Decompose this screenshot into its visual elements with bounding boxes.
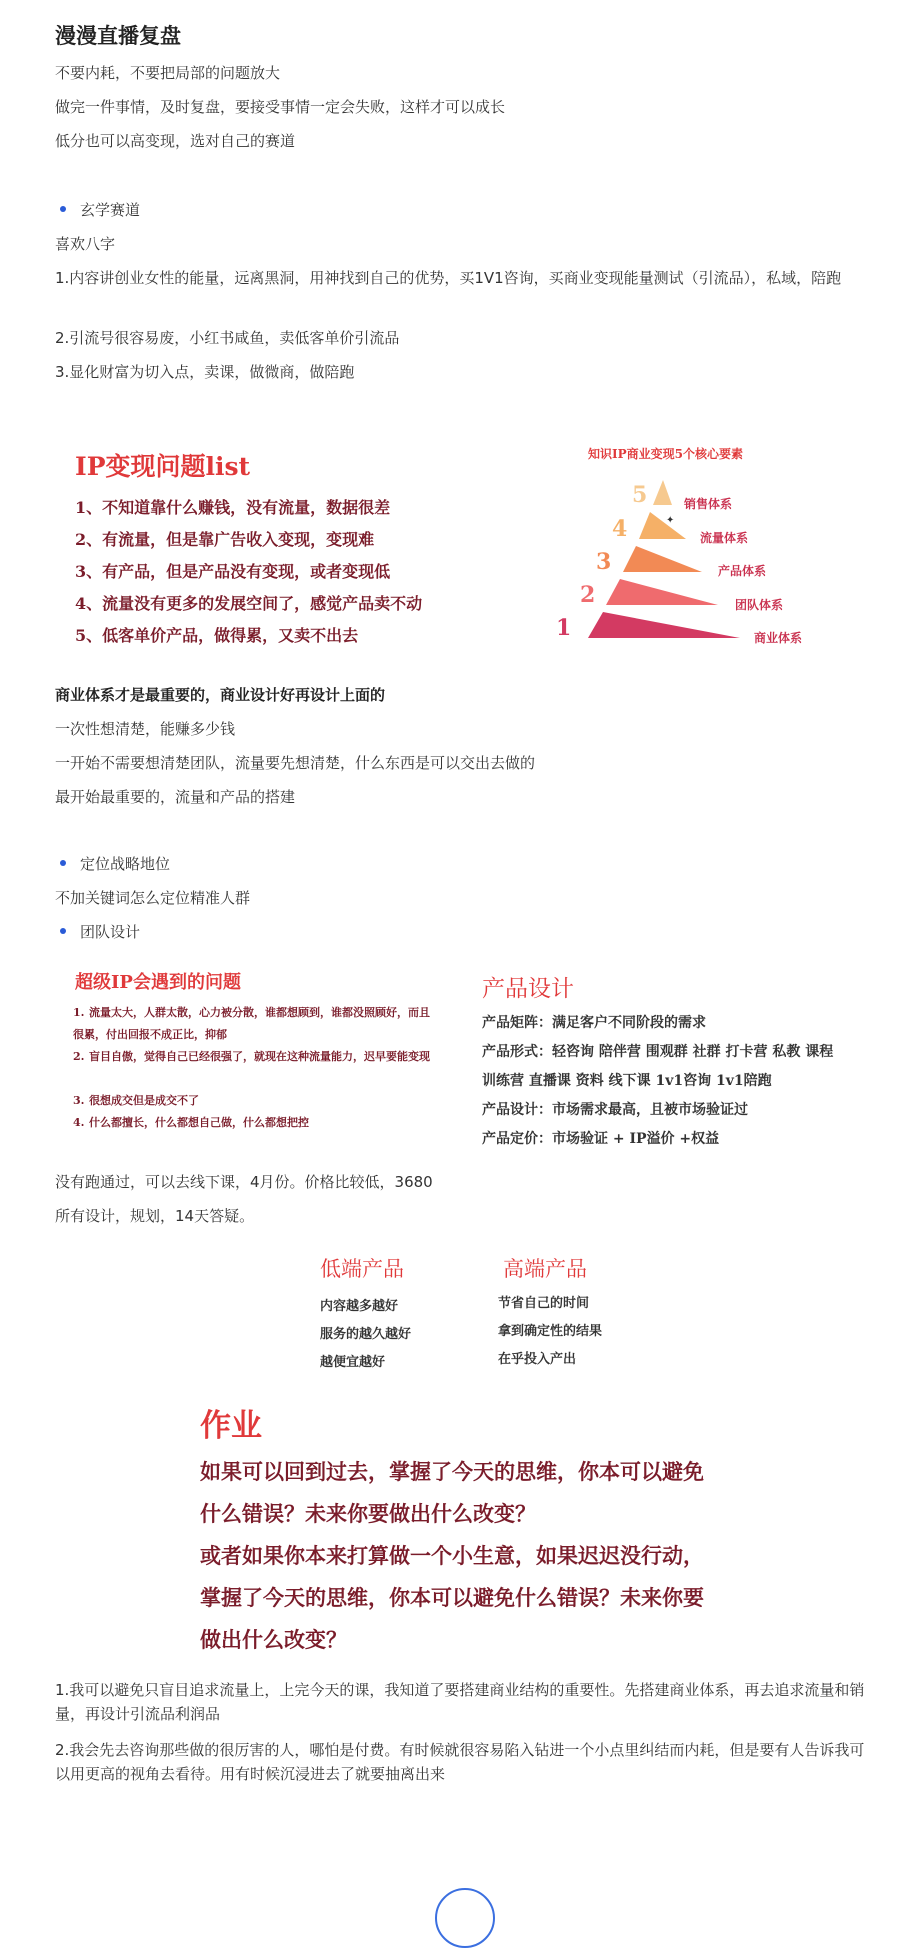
- ip-list-item: 4、流量没有更多的发展空间了，感觉产品卖不动: [75, 594, 423, 613]
- xuanxue-line-2: 1.内容讲创业女性的能量，远离黑洞，用神找到自己的优势，买1V1咨询，买商业变现能量测试（引流品），私域，陪跑: [55, 269, 842, 287]
- answer-2: 2.我会先去咨询那些做的很厉害的人，哪怕是付费。有时候就很容易陷入钻进一个小点里纠结而内耗，但是要有人告诉我可以用更高的视角去看待。用有时候沉浸进去了就要抽离出来: [55, 1741, 865, 1783]
- high-end-line: 在乎投入产出: [498, 1352, 577, 1367]
- intro-line-2: 做完一件事情，及时复盘，要接受事情一定会失败，这样才可以成长: [55, 98, 506, 116]
- homework-title: 作业: [200, 1408, 262, 1444]
- super-ip-image: [55, 964, 445, 1139]
- answer-1: 1.我可以避免只盲目追求流量上，上完今天的课，我知道了要搭建商业结构的重要性。先搭建商业体系，再去追求流量和销量，再设计引流品利润品: [55, 1681, 865, 1723]
- pyramid-label-3: 产品体系: [718, 564, 767, 578]
- xuanxue-line-3: 2.引流号很容易废，小红书咸鱼，卖低客单价引流品: [55, 329, 400, 347]
- pyramid-label-2: 团队体系: [735, 598, 784, 612]
- super-ip-item: 1. 流量太大，人群太散，心力被分散，谁都想顾到，谁都没照顾好，而且很累，付出回报不成正比，抑郁: [73, 1006, 430, 1041]
- bullet-xuanxue: 玄学赛道: [60, 198, 140, 222]
- bullet-dot: [60, 206, 66, 212]
- high-end-line: 节省自己的时间: [498, 1296, 590, 1311]
- pyramid-label-1: 商业体系: [754, 631, 803, 645]
- ip-list-image: [55, 435, 515, 650]
- low-high-end-image: [315, 1250, 645, 1375]
- bullet-positioning: 定位战略地位: [60, 852, 170, 876]
- pyramid-num-1: 1: [556, 615, 572, 641]
- high-end-title: 高端产品: [503, 1257, 587, 1281]
- bullet-dot: [60, 860, 66, 866]
- product-design-line: 产品形式：轻咨询 陪伴营 围观群 社群 打卡营 私教 课程: [482, 1044, 834, 1060]
- ip-list-item: 5、低客单价产品，做得累，又卖不出去: [75, 626, 359, 645]
- ip-list-title: IP变现问题list: [75, 452, 251, 481]
- positioning-line: 不加关键词怎么定位精准人群: [55, 889, 251, 907]
- pyramid-level-1: [588, 612, 740, 638]
- intro-line-3: 低分也可以高变现，选对自己的赛道: [55, 132, 296, 150]
- low-end-line: 服务的越久越好: [320, 1327, 412, 1342]
- business-line-3: 最开始最重要的，流量和产品的搭建: [55, 788, 296, 806]
- pyramid-num-3: 3: [596, 549, 612, 575]
- product-design-line: 产品设计：市场需求最高，且被市场验证过: [482, 1102, 748, 1118]
- product-design-line: 训练营 直播课 资料 线下课 1v1咨询 1v1陪跑: [482, 1073, 772, 1089]
- low-end-title: 低端产品: [320, 1257, 404, 1281]
- ip-list-item: 3、有产品，但是产品没有变现，或者变现低: [75, 562, 391, 581]
- super-ip-item: 3. 很想成交但是成交不了: [73, 1094, 199, 1107]
- pyramid-cursor-mark: ✦: [666, 515, 675, 526]
- homework-image: [200, 1400, 760, 1655]
- pyramid-level-5: [653, 480, 672, 505]
- pyramid-num-2: 2: [580, 582, 596, 608]
- pyramid-image: [550, 435, 875, 660]
- pyramid-level-3: [623, 546, 702, 572]
- bullet-dot: [60, 928, 66, 934]
- pyramid-level-4: [639, 512, 686, 539]
- pyramid-title: 知识IP商业变现5个核心要素: [588, 447, 743, 461]
- bullet-team-design: 团队设计: [60, 920, 140, 944]
- ip-list-item: 2、有流量，但是靠广告收入变现，变现难: [75, 530, 375, 549]
- xuanxue-line-1: 喜欢八字: [55, 235, 116, 253]
- xuanxue-line-4: 3.显化财富为切入点，卖课，做微商，做陪跑: [55, 363, 355, 381]
- pyramid-graphic: [550, 435, 875, 660]
- pyramid-label-4: 流量体系: [700, 531, 749, 545]
- homework-line: 什么错误？未来你要做出什么改变？: [200, 1501, 536, 1526]
- product-design-image: [482, 970, 877, 1145]
- super-ip-title: 超级IP会遇到的问题: [75, 972, 241, 993]
- page-title: 漫漫直播复盘: [55, 24, 181, 48]
- high-end-line: 拿到确定性的结果: [498, 1324, 603, 1339]
- homework-line: 如果可以回到过去，掌握了今天的思维，你本可以避免: [200, 1459, 704, 1484]
- super-ip-item: 4. 什么都擅长，什么都想自己做，什么都想把控: [73, 1116, 309, 1129]
- pyramid-num-5: 5: [632, 482, 648, 508]
- business-line-1: 一次性想清楚，能赚多少钱: [55, 720, 236, 738]
- business-line-2: 一开始不需要想清楚团队，流量要先想清楚，什么东西是可以交出去做的: [55, 754, 536, 772]
- low-end-line: 内容越多越好: [320, 1299, 399, 1314]
- low-end-line: 越便宜越好: [320, 1355, 386, 1370]
- business-heading: 商业体系才是最重要的，商业设计好再设计上面的: [55, 686, 386, 704]
- pyramid-num-4: 4: [612, 516, 628, 542]
- homework-line: 或者如果你本来打算做一个小生意，如果迟迟没行动，: [200, 1543, 704, 1568]
- product-design-line: 产品矩阵：满足客户不同阶段的需求: [482, 1015, 706, 1031]
- super-ip-item: 2. 盲目自傲，觉得自己已经很强了，就现在这种流量能力，迟早要能变现: [73, 1050, 430, 1063]
- pyramid-label-5: 销售体系: [684, 497, 733, 511]
- after-design-line-1: 没有跑通过，可以去线下课，4月份。价格比较低，3680: [55, 1173, 433, 1191]
- pyramid-level-2: [606, 579, 718, 605]
- intro-line-1: 不要内耗，不要把局部的问题放大: [55, 64, 281, 82]
- homework-line: 掌握了今天的思维，你本可以避免什么错误？未来你要: [200, 1585, 704, 1610]
- homework-line: 做出什么改变？: [200, 1627, 347, 1652]
- product-design-line: 产品定价：市场验证 + IP溢价 +权益: [482, 1131, 720, 1147]
- ip-list-item: 1、不知道靠什么赚钱，没有流量，数据很差: [75, 498, 391, 517]
- after-design-line-2: 所有设计，规划，14天答疑。: [55, 1207, 255, 1225]
- product-design-title: 产品设计: [482, 976, 574, 1002]
- loading-spinner: [435, 1888, 495, 1948]
